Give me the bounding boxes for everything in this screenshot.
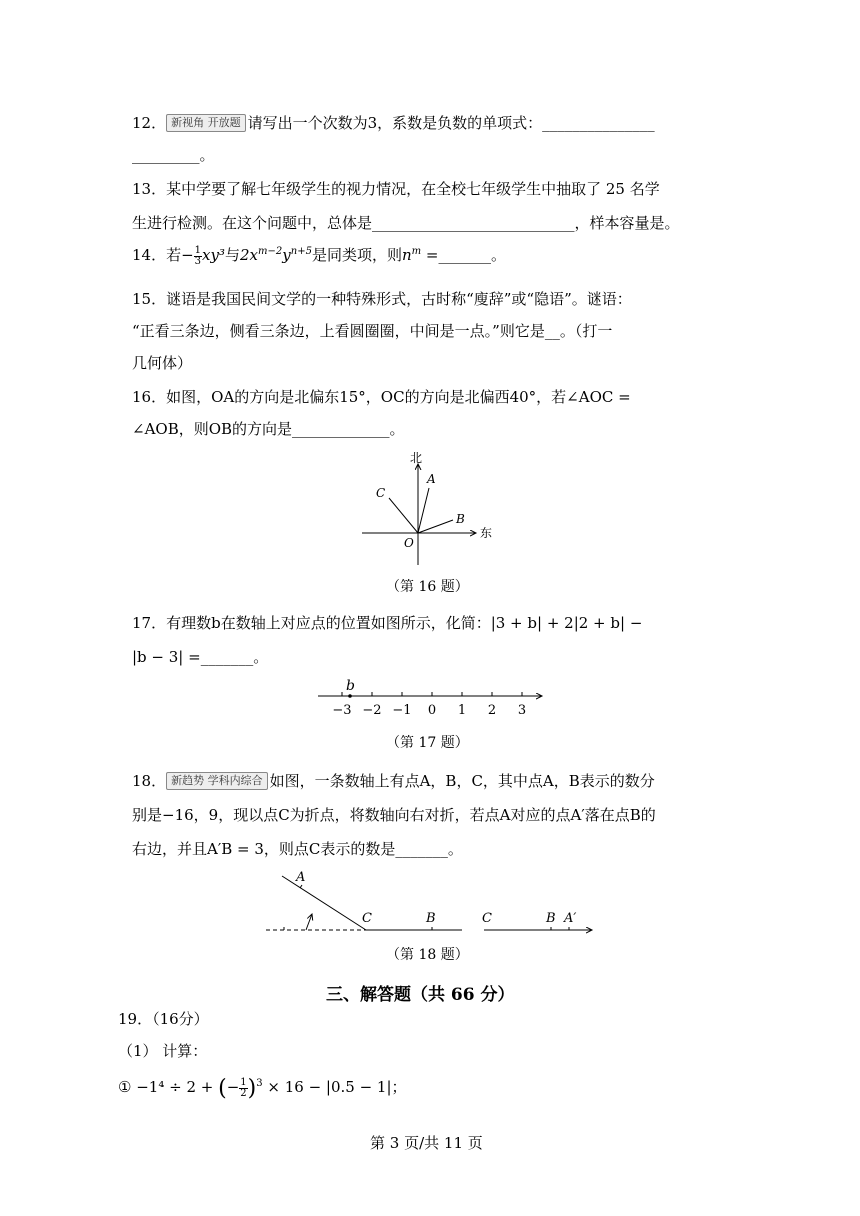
expression: n [401, 246, 412, 264]
exponent: m [411, 246, 422, 257]
caption-17: （第 17 题） [386, 735, 469, 751]
fold-arrow [306, 914, 312, 930]
page-footer: 第 3 页/共 11 页 [370, 1134, 483, 1152]
label-b: B [426, 911, 436, 926]
label-b: b [346, 678, 355, 694]
new-trend-badge: 新趋势 学科内综合 [166, 772, 268, 790]
question-text: 是同类项，则 [311, 246, 402, 264]
exponent: n+5 [290, 246, 312, 257]
connector: 与 [225, 246, 241, 264]
term-2-y: y [282, 246, 291, 264]
question-19-line-1: 19．（16分） [118, 1010, 209, 1028]
question-13-line-2: 生进行检测。在这个问题中，总体是___________________________，样本容量是。 [132, 214, 680, 232]
question-16-line-1: 16．如图，OA的方向是北偏东15°，OC的方向是北偏西40°，若∠AOC = [132, 388, 631, 406]
folded-segment [282, 876, 366, 930]
term-1: xy³ [202, 246, 225, 264]
question-19-line-2: （1） 计算： [118, 1042, 208, 1060]
tick-a [300, 885, 302, 888]
answer-blank: =_______。 [421, 246, 506, 264]
question-text: 如图，一条数轴上有点A，B，C，其中点A，B表示的数分 [269, 772, 655, 790]
caption-16: （第 16 题） [386, 579, 469, 595]
tick-label: 1 [457, 703, 467, 718]
label-north: 北 [410, 451, 423, 465]
ray-oa [418, 488, 429, 533]
tick-label: −3 [332, 703, 352, 718]
question-12 [132, 112, 655, 133]
ray-ob [418, 520, 453, 533]
question-13-line-1: 13．某中学要了解七年级学生的视力情况，在全校七年级学生中抽取了 25 名学 [132, 180, 660, 198]
question-number: 18． [132, 772, 167, 790]
label-b: B [456, 512, 465, 526]
question-17-line-2: |b − 3| =_______。 [132, 648, 269, 666]
label-a: A [296, 870, 306, 885]
figure-17-number-line [310, 674, 550, 722]
section-title: 三、解答题（共 66 分） [326, 985, 515, 1005]
expression-part-1: ① −1⁴ ÷ 2 + [118, 1078, 219, 1096]
question-number: 14．若 [132, 246, 182, 264]
label-a-prime: A′ [564, 911, 577, 926]
caption-18: （第 18 题） [386, 947, 469, 963]
new-perspective-badge: 新视角 开放题 [166, 114, 246, 132]
label-c2: C [482, 911, 492, 926]
question-17-line-1: 17．有理数b在数轴上对应点的位置如图所示，化简：|3 + b| + 2|2 + b| − [132, 614, 643, 632]
question-15-line-1: 15．谜语是我国民间文学的一种特殊形式，古时称“廋辞”或“隐语”。谜语： [132, 290, 632, 308]
question-16-line-2: ∠AOB，则OB的方向是_____________。 [132, 420, 405, 438]
exponent: m−2 [258, 246, 283, 257]
label-o: O [404, 536, 414, 550]
question-18-line-3: 右边，并且A′B = 3，则点C表示的数是_______。 [132, 840, 463, 858]
label-a: A [427, 472, 436, 486]
question-15-line-3: 几何体） [132, 354, 193, 372]
tick-label: 0 [427, 703, 437, 718]
expression-part-2: × 16 − |0.5 − 1|； [262, 1078, 407, 1096]
question-14: 14．若− $\frac{1}{3}$ xy³与$2x^{m-2}y^{n+5}$是同类项，则$n^m$ =_______。 [132, 244, 506, 267]
term-2: 2x [240, 246, 259, 264]
question-19-line-3: ① −1⁴ ÷ 2 + (− $\frac{1}{2}$ )$^3$ × 16 − |0.5 − 1|； [118, 1076, 407, 1101]
figure-16-compass [356, 450, 506, 570]
tick-label: 3 [517, 703, 527, 718]
point-b [348, 694, 352, 698]
question-15-line-2: “正看三条边，侧看三条边，上看圆圈圈，中间是一点。”则它是__。（打一 [132, 322, 613, 340]
question-text: 请写出一个次数为3，系数是负数的单项式：_______________ [247, 114, 655, 132]
question-18-line-1 [132, 770, 655, 791]
label-b2: B [546, 911, 556, 926]
label-c: C [376, 486, 386, 500]
tick-label: −1 [392, 703, 412, 718]
fraction: $\frac{1}{2}$ [240, 1076, 247, 1099]
question-number: 12． [132, 114, 167, 132]
question-18-line-2: 别是−16，9，现以点C为折点，将数轴向右对折，若点A对应的点A′落在点B的 [132, 806, 656, 824]
label-east: 东 [480, 526, 493, 540]
ray-oc [389, 498, 418, 533]
label-c: C [362, 911, 372, 926]
figure-18-folded-number-line [262, 866, 602, 938]
tick-label: −2 [362, 703, 382, 718]
fraction: $\frac{1}{3}$ [194, 244, 202, 267]
question-12-cont: _________。 [132, 146, 215, 164]
tick-label: 2 [487, 703, 497, 718]
